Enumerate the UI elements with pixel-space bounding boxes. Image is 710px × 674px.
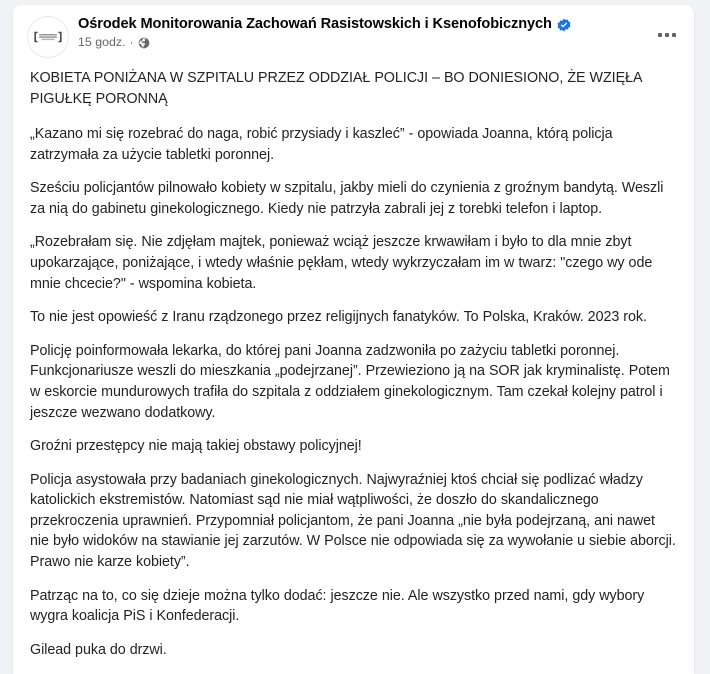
audience-globe-icon — [138, 37, 150, 49]
author-name-row — [78, 16, 680, 33]
avatar[interactable] — [27, 16, 69, 58]
post-more-options-button[interactable] — [650, 18, 684, 52]
post-paragraph: Patrząc na to, co się dzieje można tylko dodać: jeszcze nie. Ale wszystko przed nami, gdy wybory wygra koalicja PiS i Konfederacji. — [30, 587, 645, 625]
post-meta-row — [78, 35, 680, 49]
post-timestamp[interactable]: 15 godz. — [78, 34, 126, 49]
globe-icon[interactable] — [138, 37, 150, 49]
post-paragraph: „Rozebrałam się. Nie zdjęłam majtek, ponieważ wciąż jeszcze krwawiłam i było to dla mnie zbyt upokarzające, poniżające, i wtedy właśnie pękłam, wtedy wykrzyczałam im w twarz: "czego wy ode mnie chcecie?" - wspomina kobieta. — [30, 234, 653, 292]
meta-separator: · — [129, 34, 134, 49]
post-text-content — [13, 60, 694, 674]
page-name[interactable]: Ośrodek Monitorowania Zachowań Rasistowskich i Ksenofobicznych — [78, 16, 552, 32]
post-author-block — [78, 15, 680, 49]
post-paragraph: Policję poinformowała lekarka, do której pani Joanna zadzwoniła po zażyciu tabletki poronnej. Funkcjonariusze weszli do mieszkania „podejrzanej”. Przewieziono ją na SOR jak kryminalistę. Potem w eskorcie mundurowych trafiła do szpitala z oddziałem ginekologicznym. Tam czekał kolejny patrol i jeszcze wezwano dodatkowy. — [30, 342, 670, 421]
post-paragraph: „Kazano mi się rozebrać do naga, robić przysiady i kaszleć” - opowiada Joanna, którą policja zatrzymała za użycie tabletki poronnej. — [30, 126, 613, 163]
ellipsis-icon — [658, 33, 676, 37]
post-card — [13, 5, 694, 674]
verified-check-icon — [557, 18, 571, 32]
post-paragraph: Groźni przestępcy nie mają takiej obstawy policyjnej! — [30, 438, 362, 455]
verified-badge-icon[interactable] — [557, 18, 571, 32]
post-headline: KOBIETA PONIŻANA W SZPITALU PRZEZ ODDZIAŁ POLICJI – BO DONIESIONO, ŻE WZIĘŁA PIGUŁKĘ PORONNĄ — [30, 70, 642, 107]
post-paragraph: Policja asystowała przy badaniach ginekologicznych. Najwyraźniej ktoś chciał się podlizać władzy katolickich ekstremistów. Natomiast sąd nie miał wątpliwości, że doszło do skandalicznego przekroczenia uprawnień. Przypomniał policjantom, że pani Joanna „nie była podejrzaną, ani nawet nie było widoków na stawianie jej zarzutów. W Polsce nie odpowiada się za wywołanie u siebie aborcji. Prawo nie karze kobiety”. — [30, 471, 676, 570]
post-paragraph: To nie jest opowieść z Iranu rządzonego przez religijnych fanatyków. To Polska, Kraków. 2023 rok. — [30, 309, 647, 326]
post-paragraph: Sześciu policjantów pilnowało kobiety w szpitalu, jakby mieli do czynienia z groźnym bandytą. Weszli za nią do gabinetu ginekologicznego. Kiedy nie patrzyła zabrali jej z torebki telefon i laptop. — [30, 180, 664, 217]
post-paragraph: Gilead puka do drzwi. — [30, 641, 167, 658]
organization-logo-icon — [32, 21, 64, 53]
post-header — [13, 5, 694, 60]
